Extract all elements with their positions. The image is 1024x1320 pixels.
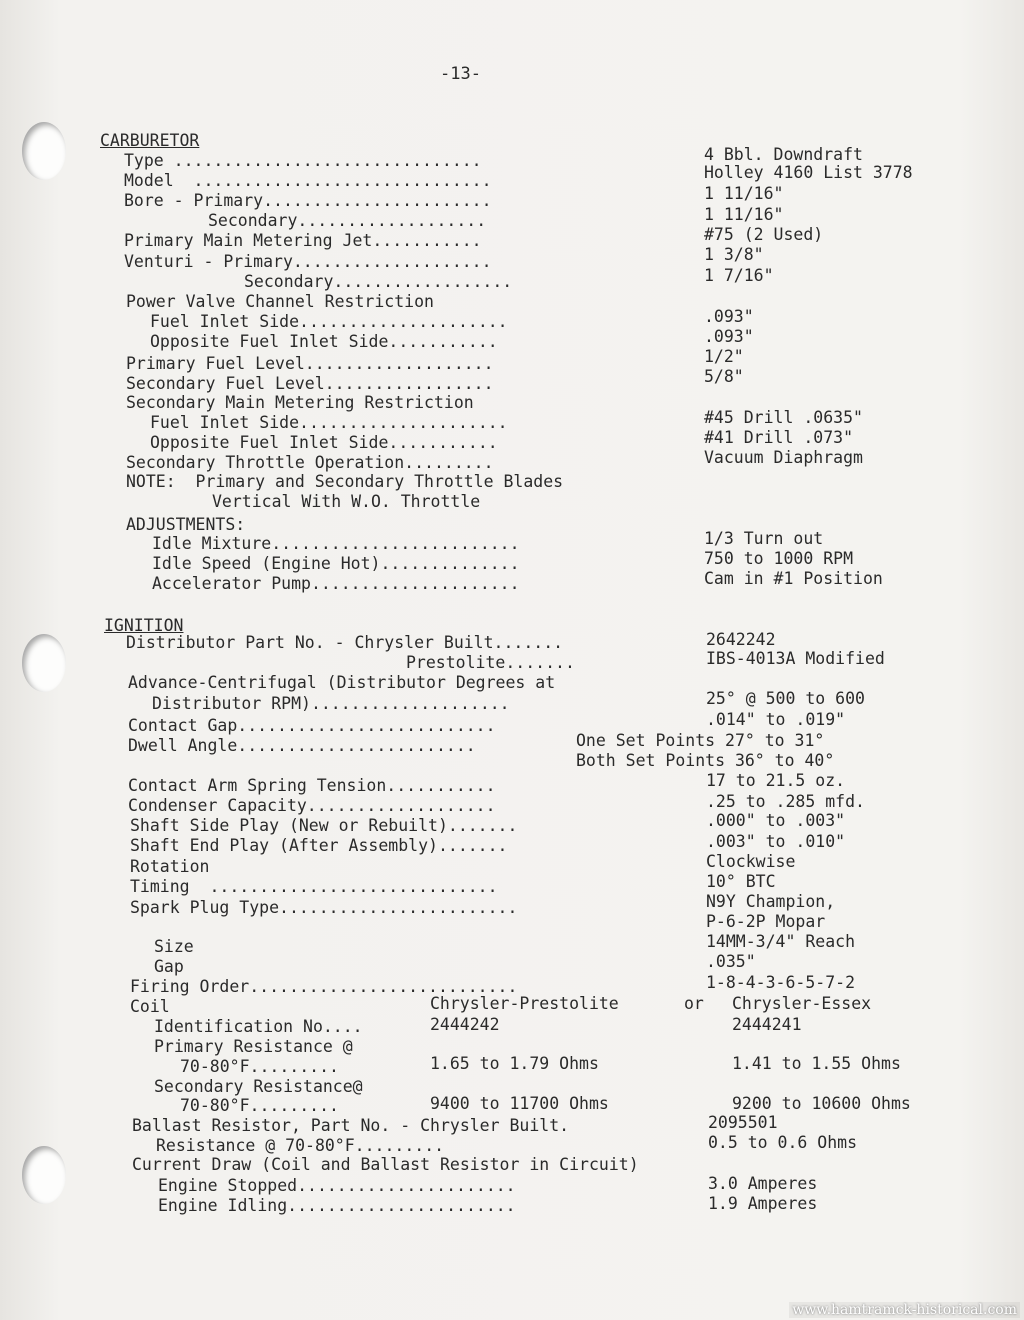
model-label: Model .............................. <box>124 171 492 190</box>
smmr-label: Secondary Main Metering Restriction <box>126 393 474 412</box>
firing-order-value: 1-8-4-3-6-5-7-2 <box>706 973 856 992</box>
primary-fuel-level-label: Primary Fuel Level................... <box>126 354 494 373</box>
note-line-1: NOTE: Primary and Secondary Throttle Blades <box>126 472 564 491</box>
engine-idling-value: 1.9 Amperes <box>708 1194 818 1213</box>
secondary-res-column-2: 9200 to 10600 Ohms <box>732 1094 911 1113</box>
spring-tension-value: 17 to 21.5 oz. <box>706 771 846 790</box>
jet-label: Primary Main Metering Jet........... <box>124 231 482 250</box>
dwell-value-1: One Set Points 27° to 31° <box>576 731 825 750</box>
carburetor-heading: CARBURETOR <box>100 131 200 150</box>
note-line-2: Vertical With W.O. Throttle <box>212 492 481 511</box>
end-play-value: .003" to .010" <box>706 832 846 851</box>
smmr-fuel-inlet-label: Fuel Inlet Side..................... <box>150 413 508 432</box>
timing-value: 10° BTC <box>706 872 776 891</box>
venturi-secondary-label: Secondary.................. <box>244 272 513 291</box>
size-value: 14MM-3/4" Reach <box>706 932 856 951</box>
secondary-fuel-level-label: Secondary Fuel Level................. <box>126 374 494 393</box>
venturi-secondary-value: 1 7/16" <box>704 266 774 285</box>
coil-label: Coil <box>130 997 170 1016</box>
timing-label: Timing ............................. <box>130 877 498 896</box>
venturi-primary-label: Venturi - Primary.................... <box>124 252 492 271</box>
contact-gap-label: Contact Gap.......................... <box>128 716 496 735</box>
bore-secondary-label: Secondary................... <box>208 211 487 230</box>
jet-value: #75 (2 Used) <box>704 225 824 244</box>
coil-column-2: Chrysler-Essex <box>732 994 872 1013</box>
firing-order-label: Firing Order........................... <box>130 977 518 996</box>
advance-label-1: Advance-Centrifugal (Distributor Degrees at <box>128 673 556 692</box>
engine-stopped-value: 3.0 Amperes <box>708 1174 818 1193</box>
engine-idling-label: Engine Idling....................... <box>158 1196 516 1215</box>
primary-res-column-1: 1.65 to 1.79 Ohms <box>430 1054 599 1073</box>
coil-or: or <box>684 994 704 1013</box>
idle-mixture-value: 1/3 Turn out <box>704 529 824 548</box>
primary-fuel-level-value: 1/2" <box>704 347 744 366</box>
ballast-label: Ballast Resistor, Part No. - Chrysler Built. <box>132 1116 570 1135</box>
page-number: -13- <box>440 64 481 84</box>
binder-hole <box>22 634 66 692</box>
ballast-res-value: 0.5 to 0.6 Ohms <box>708 1133 858 1152</box>
idle-mixture-label: Idle Mixture......................... <box>152 534 520 553</box>
throttle-op-value: Vacuum Diaphragm <box>704 448 863 467</box>
dwell-value-2: Both Set Points 36° to 40° <box>576 751 835 770</box>
secondary-res-label-1: Secondary Resistance@ <box>154 1077 363 1096</box>
pvcr-label: Power Valve Channel Restriction <box>126 292 434 311</box>
dist-part-label: Distributor Part No. - Chrysler Built....... <box>126 633 564 652</box>
bore-primary-value: 1 11/16" <box>704 184 784 203</box>
prestolite-label: Prestolite....... <box>406 653 575 672</box>
type-label: Type ............................... <box>124 151 482 170</box>
contact-gap-value: .014" to .019" <box>706 710 846 729</box>
engine-stopped-label: Engine Stopped...................... <box>158 1176 516 1195</box>
advance-value: 25° @ 500 to 600 <box>706 689 865 708</box>
ignition-heading: IGNITION <box>104 616 184 635</box>
accel-pump-value: Cam in #1 Position <box>704 569 883 588</box>
idle-speed-value: 750 to 1000 RPM <box>704 549 854 568</box>
size-label: Size <box>154 937 194 956</box>
current-draw-label: Current Draw (Coil and Ballast Resistor in Circuit) <box>132 1155 639 1174</box>
adjustments-label: ADJUSTMENTS: <box>126 515 246 534</box>
secondary-fuel-level-value: 5/8" <box>704 367 744 386</box>
ident-label: Identification No.... <box>154 1017 363 1036</box>
side-play-value: .000" to .003" <box>706 811 846 830</box>
gap-label: Gap <box>154 957 184 976</box>
accel-pump-label: Accelerator Pump..................... <box>152 574 520 593</box>
side-play-label: Shaft Side Play (New or Rebuilt)....... <box>130 816 518 835</box>
throttle-op-label: Secondary Throttle Operation......... <box>126 453 494 472</box>
secondary-res-label-2: 70-80°F......... <box>180 1096 339 1115</box>
condenser-value: .25 to .285 mfd. <box>706 792 865 811</box>
bore-secondary-value: 1 11/16" <box>704 205 784 224</box>
dist-part-value: 2642242 <box>706 630 776 649</box>
ballast-value: 2095501 <box>708 1113 778 1132</box>
ident-column-2: 2444241 <box>732 1015 802 1034</box>
type-value: 4 Bbl. Downdraft <box>704 145 863 164</box>
idle-speed-label: Idle Speed (Engine Hot).............. <box>152 554 520 573</box>
coil-column-1: Chrysler-Prestolite <box>430 994 619 1013</box>
condenser-label: Condenser Capacity................... <box>128 796 496 815</box>
primary-res-label-1: Primary Resistance @ <box>154 1037 353 1056</box>
spark-plug-value-2: P-6-2P Mopar <box>706 912 826 931</box>
advance-label-2: Distributor RPM).................... <box>152 694 510 713</box>
secondary-res-column-1: 9400 to 11700 Ohms <box>430 1094 609 1113</box>
venturi-primary-value: 1 3/8" <box>704 245 764 264</box>
pvcr-opposite-label: Opposite Fuel Inlet Side........... <box>150 332 498 351</box>
spark-plug-label: Spark Plug Type........................ <box>130 898 518 917</box>
pvcr-fuel-inlet-label: Fuel Inlet Side..................... <box>150 312 508 331</box>
primary-res-column-2: 1.41 to 1.55 Ohms <box>732 1054 901 1073</box>
binder-hole <box>22 122 66 180</box>
ballast-res-label: Resistance @ 70-80°F......... <box>156 1136 445 1155</box>
website-watermark: www.hamtramck-historical.com <box>789 1302 1020 1318</box>
pvcr-fuel-inlet-value: .093" <box>704 307 754 326</box>
rotation-value: Clockwise <box>706 852 796 871</box>
bore-primary-label: Bore - Primary....................... <box>124 191 492 210</box>
smmr-opposite-label: Opposite Fuel Inlet Side........... <box>150 433 498 452</box>
end-play-label: Shaft End Play (After Assembly)....... <box>130 836 508 855</box>
primary-res-label-2: 70-80°F......... <box>180 1057 339 1076</box>
dwell-label: Dwell Angle........................ <box>128 736 476 755</box>
prestolite-value: IBS-4013A Modified <box>706 649 885 668</box>
smmr-fuel-inlet-value: #45 Drill .0635" <box>704 408 863 427</box>
spring-tension-label: Contact Arm Spring Tension........... <box>128 776 496 795</box>
pvcr-opposite-value: .093" <box>704 327 754 346</box>
model-value: Holley 4160 List 3778 <box>704 163 913 182</box>
rotation-label: Rotation <box>130 857 210 876</box>
gap-value: .035" <box>706 952 756 971</box>
spark-plug-value-1: N9Y Champion, <box>706 892 836 911</box>
binder-hole <box>22 1146 66 1204</box>
ident-column-1: 2444242 <box>430 1015 500 1034</box>
smmr-opposite-value: #41 Drill .073" <box>704 428 854 447</box>
